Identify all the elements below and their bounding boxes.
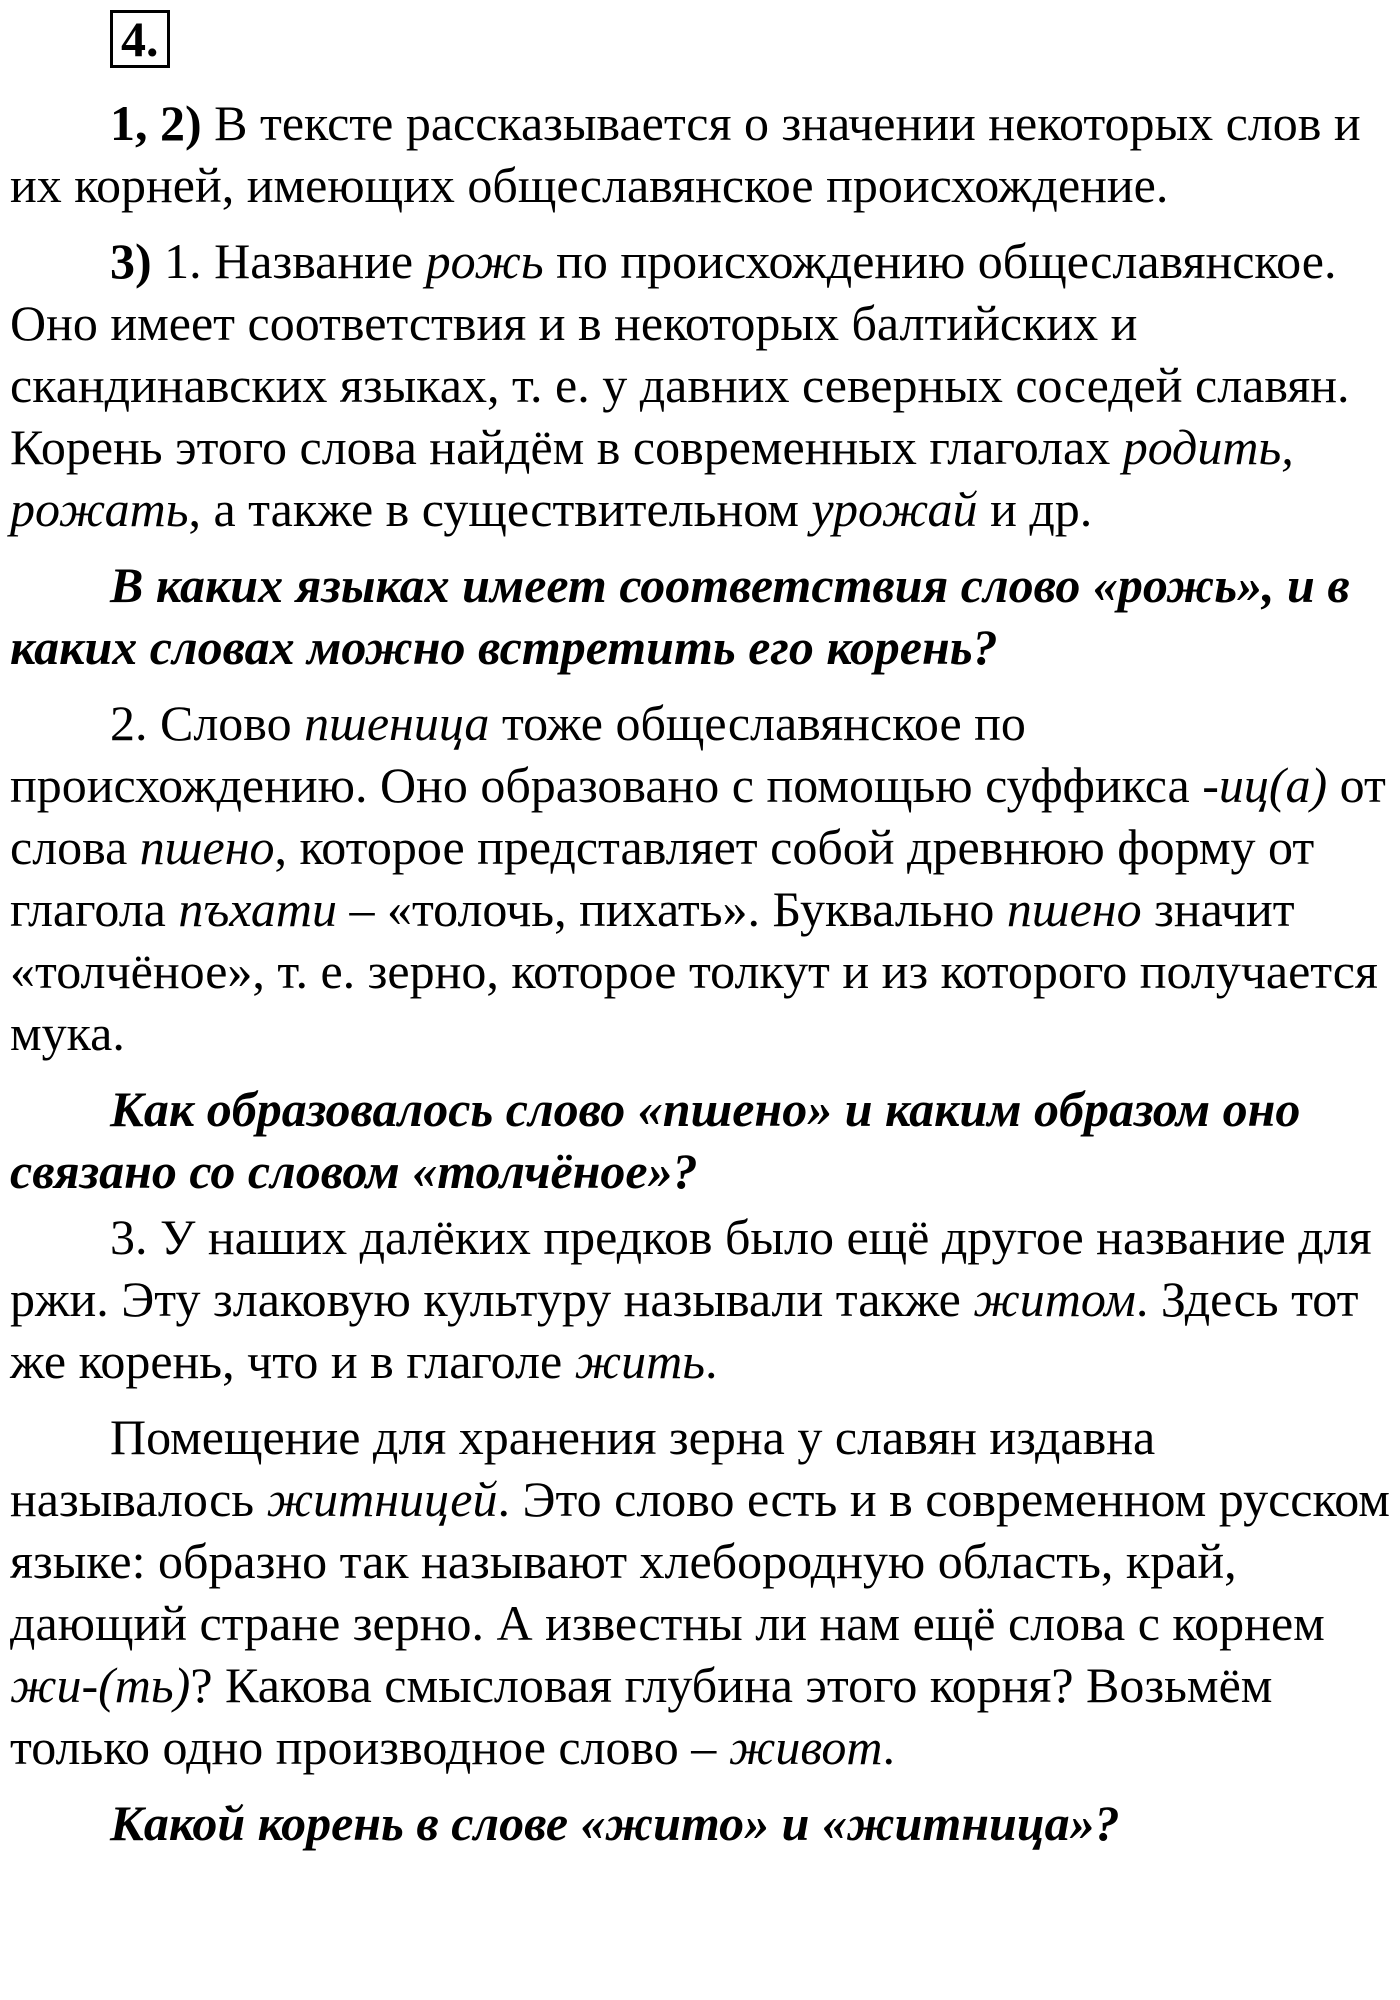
text-run: 3. У наших далёких предков было ещё другое название для ржи. Эту злаковую культуру называли также — [10, 1209, 1372, 1327]
italic-word: живот — [728, 1719, 883, 1775]
paragraph-5 — [10, 1406, 1390, 1778]
text-run: . Это слово есть и в современном русском языке: образно так называют хлебородную область, край, дающий стране зерно. А известны ли нам ещё слова с корнем — [10, 1471, 1390, 1651]
text-run: , которое представляет собой древнюю форму от глагола — [10, 819, 1315, 937]
text-run: и др. — [977, 481, 1093, 537]
text-run: . Здесь тот же корень, что и в глаголе — [10, 1271, 1359, 1389]
italic-word: пшено — [139, 819, 275, 875]
italic-word: родить, рожать — [10, 419, 1294, 537]
italic-word: пшено — [1006, 881, 1142, 937]
text-run: – «толочь, пихать». Буквально — [336, 881, 1007, 937]
question-2: Как образовалось слово «пшено» и каким образом оно связано со словом «толчёное»? — [10, 1081, 1301, 1199]
text-run: значит «толчёное», т. е. зерно, которое толкут и из которого получается мука. — [10, 881, 1378, 1061]
paragraph-3 — [10, 692, 1390, 1064]
text-run: 1. Название — [151, 233, 426, 289]
italic-word: рожь — [425, 233, 544, 289]
question-3: Какой корень в слове «жито» и «житница»? — [110, 1795, 1120, 1851]
italic-word: жи-(ть) — [10, 1657, 191, 1713]
italic-word: урожай — [811, 481, 978, 537]
text-run: 2. Слово — [110, 695, 305, 751]
text-run: . — [705, 1333, 718, 1389]
paragraph-1 — [10, 92, 1390, 216]
answer-marker: 1, 2) — [110, 95, 202, 151]
question-1: В каких языках имеет соответствия слово «рожь», и в каких словах можно встретить его корень? — [10, 557, 1350, 675]
italic-word: -иц(а) — [1202, 757, 1328, 813]
text-run: В тексте рассказывается о значении некоторых слов и их корней, имеющих общеславянское происхождение. — [10, 95, 1361, 213]
italic-word: пшеница — [304, 695, 490, 751]
document-page — [10, 8, 1390, 1868]
text-run: , а также в существительном — [188, 481, 812, 537]
paragraph-4 — [10, 1206, 1390, 1392]
text-run: от слова — [10, 757, 1386, 875]
text-run: по происхождению общеславянское. Оно имеет соответствия и в некоторых балтийских и скандинавских языках, т. е. у давних северных соседей славян. Корень этого слова найдём в современных глаголах — [10, 233, 1350, 475]
task-number-box: 4. — [110, 10, 170, 68]
text-run: . — [882, 1719, 895, 1775]
answer-marker: 3) — [110, 233, 152, 289]
italic-word: житницей — [266, 1471, 498, 1527]
italic-word: жить — [574, 1333, 706, 1389]
text-run: ? Какова смысловая глубина этого корня? Возьмём только одно производное слово – — [10, 1657, 1273, 1775]
paragraph-2 — [10, 230, 1390, 540]
text-run: тоже общеславянское по происхождению. Оно образовано с помощью суффикса — [10, 695, 1203, 813]
italic-word: житом — [973, 1271, 1136, 1327]
text-run: Помещение для хранения зерна у славян издавна называлось — [10, 1409, 1156, 1527]
italic-word: пъхати — [178, 881, 337, 937]
